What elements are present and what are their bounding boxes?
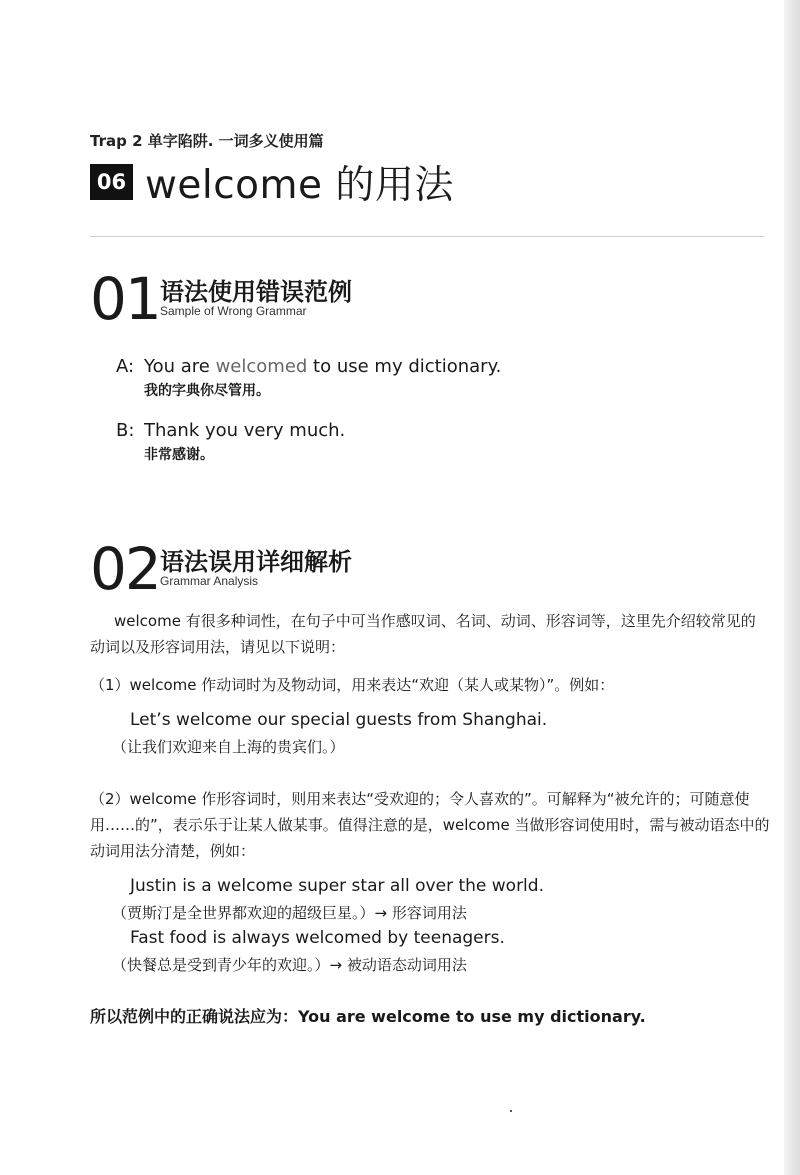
dialog-text: to use my dictionary. <box>307 356 502 377</box>
speaker-label: B: <box>116 420 135 441</box>
section-2-title: 语法误用详细解析 <box>160 548 352 576</box>
chapter-heading <box>90 160 454 208</box>
dialog-translation: 我的字典你尽管用。 <box>144 383 270 399</box>
dialog-line-b <box>116 418 345 466</box>
dialog-text: Thank you very much. <box>144 420 346 441</box>
chapter-title: welcome 的用法 <box>145 163 454 208</box>
chapter-breadcrumb: Trap 2 单字陷阱. 一词多义使用篇 <box>90 132 324 150</box>
conclusion: 所以范例中的正确说法应为：You are welcome to use my dictionary. <box>90 1007 646 1026</box>
speaker-label: A: <box>116 356 135 377</box>
example-3-chinese: （快餐总是受到青少年的欢迎。）→ 被动语态动词用法 <box>112 956 467 974</box>
section-1-subtitle: Sample of Wrong Grammar <box>160 304 307 318</box>
example-3-english: Fast food is always welcomed by teenagers. <box>130 928 505 948</box>
point-1: （1）welcome 作动词时为及物动词，用来表达“欢迎（某人或某物）”。例如： <box>90 676 615 694</box>
example-2-english: Justin is a welcome super star all over the world. <box>130 876 544 896</box>
section-2-number: 02 <box>90 535 160 603</box>
intro-paragraph: welcome 有很多种词性，在句子中可当作感叹词、名词、动词、形容词等，这里先介绍较常见的动词以及形容词用法，请见以下说明： <box>90 612 756 656</box>
section-1-number: 01 <box>90 265 160 333</box>
dialog-text: You are <box>144 356 216 377</box>
example-1-english: Let’s welcome our special guests from Shanghai. <box>130 710 548 730</box>
heading-divider <box>90 236 764 237</box>
section-1-title: 语法使用错误范例 <box>160 278 352 306</box>
print-speck <box>510 1110 512 1112</box>
error-word-highlight: welcomed <box>215 356 308 377</box>
section-2-subtitle: Grammar Analysis <box>160 574 259 588</box>
dialog-translation: 非常感谢。 <box>144 447 214 463</box>
chapter-number-badge: 06 <box>90 164 133 200</box>
example-2-chinese: （贾斯汀是全世界都欢迎的超级巨星。）→ 形容词用法 <box>112 904 467 922</box>
dialog-line-a <box>116 354 501 402</box>
page-edge-shadow <box>784 0 800 1175</box>
point-2: （2）welcome 作形容词时，则用来表达“受欢迎的；令人喜欢的”。可解释为“被允许的；可随意使用……的”，表示乐于让某人做某事。值得注意的是，welcome 当做形容词使用时，需与被动语态中的动词用法分清楚，例如： <box>90 790 770 860</box>
example-1-chinese: （让我们欢迎来自上海的贵宾们。） <box>112 738 345 756</box>
